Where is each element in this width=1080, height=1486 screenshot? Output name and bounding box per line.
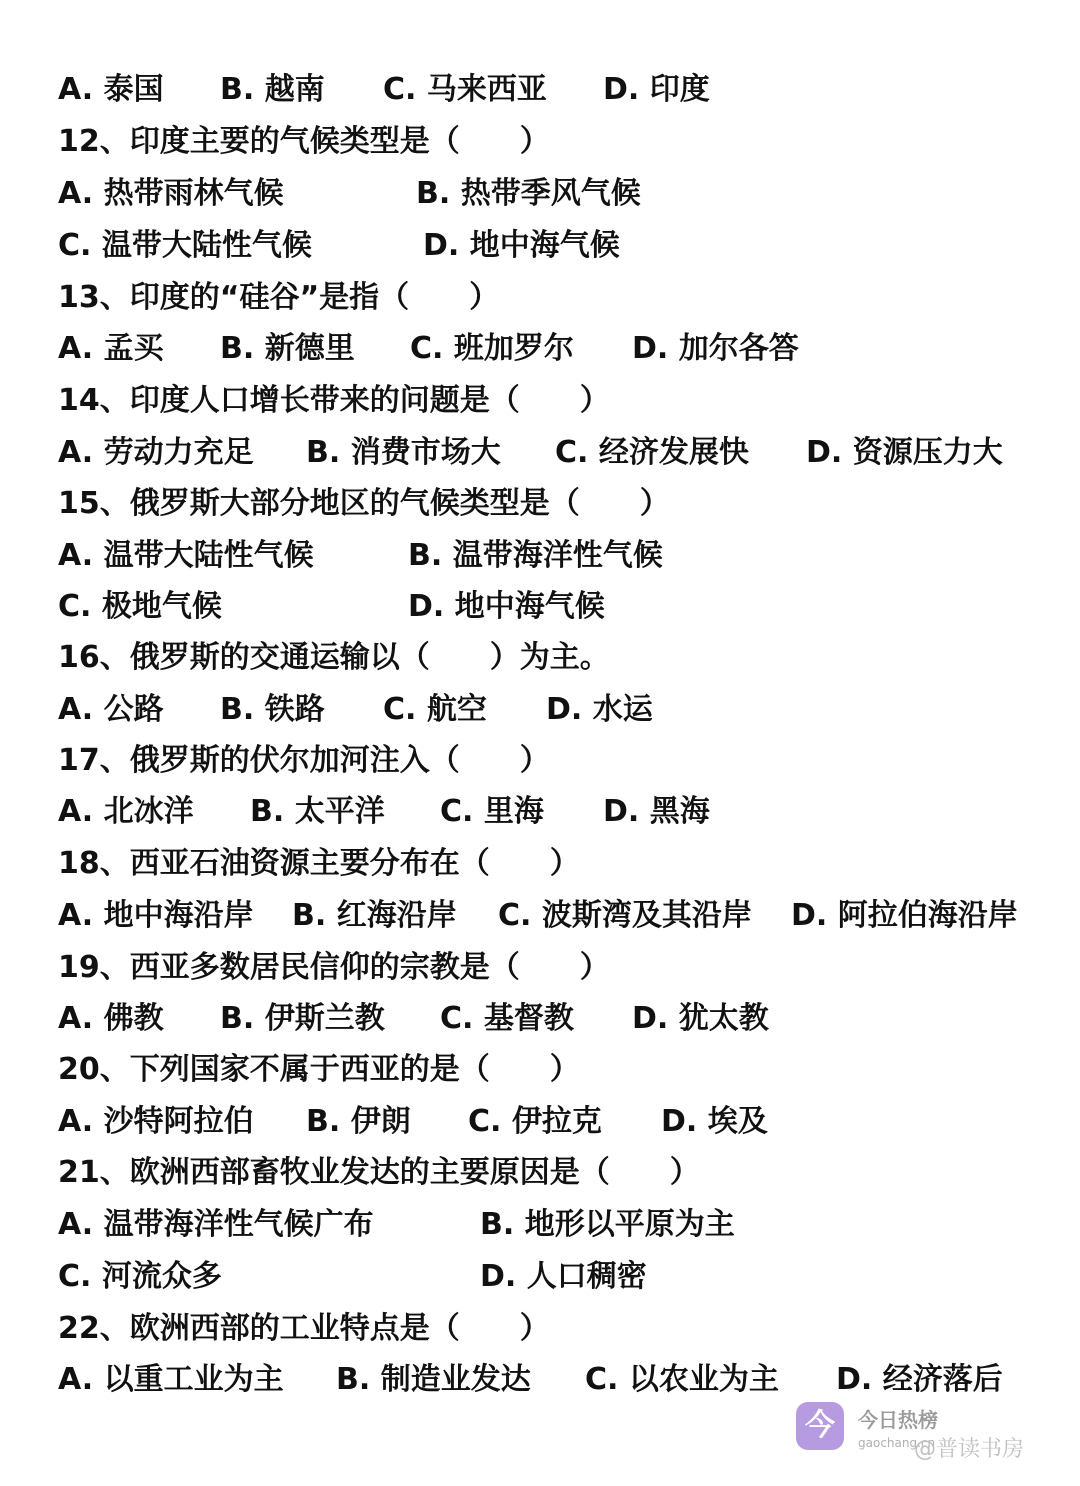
option-d: D. 水运 xyxy=(546,692,653,727)
question-text: 18、西亚石油资源主要分布在（ ） xyxy=(58,846,580,881)
option-c: C. 河流众多 xyxy=(58,1259,222,1294)
question-text: 17、俄罗斯的伏尔加河注入（ ） xyxy=(58,743,550,778)
option-d: D. 资源压力大 xyxy=(806,435,1003,470)
option-b: B. 消费市场大 xyxy=(306,435,501,470)
option-b: B. 红海沿岸 xyxy=(292,898,457,933)
option-a: A. 孟买 xyxy=(58,331,164,366)
option-d: D. 经济落后 xyxy=(836,1362,1003,1397)
option-c: C. 伊拉克 xyxy=(468,1104,602,1139)
option-c: C. 基督教 xyxy=(440,1001,574,1036)
option-d: D. 人口稠密 xyxy=(480,1259,647,1294)
option-c: C. 极地气候 xyxy=(58,589,222,624)
option-b: B. 太平洋 xyxy=(250,794,385,829)
watermark-account: @普读书房 xyxy=(914,1437,1025,1462)
option-d: D. 黑海 xyxy=(603,794,710,829)
option-c: C. 温带大陆性气候 xyxy=(58,228,312,263)
question-text: 20、下列国家不属于西亚的是（ ） xyxy=(58,1052,580,1087)
watermark-url: gaochang.cn xyxy=(858,1436,936,1450)
option-c: C. 马来西亚 xyxy=(383,72,547,107)
question-text: 15、俄罗斯大部分地区的气候类型是（ ） xyxy=(58,486,670,521)
option-a: A. 地中海沿岸 xyxy=(58,898,254,933)
option-d: D. 阿拉伯海沿岸 xyxy=(791,898,1018,933)
option-a: A. 沙特阿拉伯 xyxy=(58,1104,254,1139)
option-a: A. 佛教 xyxy=(58,1001,164,1036)
option-a: A. 公路 xyxy=(58,692,164,727)
option-a: A. 以重工业为主 xyxy=(58,1362,284,1397)
option-b: B. 越南 xyxy=(220,72,325,107)
option-a: A. 北冰洋 xyxy=(58,794,194,829)
watermark xyxy=(796,1398,1076,1478)
option-d: D. 地中海气候 xyxy=(408,589,605,624)
option-b: B. 新德里 xyxy=(220,331,355,366)
option-b: B. 伊斯兰教 xyxy=(220,1001,385,1036)
option-a: A. 劳动力充足 xyxy=(58,435,254,470)
option-b: B. 地形以平原为主 xyxy=(480,1207,735,1242)
option-b: B. 热带季风气候 xyxy=(416,176,641,211)
option-b: B. 制造业发达 xyxy=(336,1362,531,1397)
option-c: C. 里海 xyxy=(440,794,544,829)
question-text: 16、俄罗斯的交通运输以（ ）为主。 xyxy=(58,640,610,675)
question-text: 19、西亚多数居民信仰的宗教是（ ） xyxy=(58,950,610,985)
option-c: C. 波斯湾及其沿岸 xyxy=(498,898,752,933)
option-d: D. 加尔各答 xyxy=(632,331,799,366)
question-text: 14、印度人口增长带来的问题是（ ） xyxy=(58,383,610,418)
question-text: 21、欧洲西部畜牧业发达的主要原因是（ ） xyxy=(58,1155,700,1190)
option-a: A. 温带大陆性气候 xyxy=(58,538,314,573)
question-text: 22、欧洲西部的工业特点是（ ） xyxy=(58,1311,550,1346)
watermark-logo: 今 xyxy=(796,1402,844,1450)
option-a: A. 泰国 xyxy=(58,72,164,107)
option-d: D. 犹太教 xyxy=(632,1001,769,1036)
option-d: D. 印度 xyxy=(603,72,710,107)
option-a: A. 温带海洋性气候广布 xyxy=(58,1207,374,1242)
question-text: 13、印度的“硅谷”是指（ ） xyxy=(58,280,500,315)
option-a: A. 热带雨林气候 xyxy=(58,176,284,211)
option-c: C. 经济发展快 xyxy=(555,435,749,470)
option-b: B. 温带海洋性气候 xyxy=(408,538,663,573)
option-d: D. 埃及 xyxy=(661,1104,768,1139)
option-d: D. 地中海气候 xyxy=(423,228,620,263)
option-b: B. 铁路 xyxy=(220,692,325,727)
question-text: 12、印度主要的气候类型是（ ） xyxy=(58,124,550,159)
option-b: B. 伊朗 xyxy=(306,1104,411,1139)
option-c: C. 以农业为主 xyxy=(585,1362,779,1397)
option-c: C. 班加罗尔 xyxy=(410,331,574,366)
watermark-title: 今日热榜 xyxy=(858,1408,938,1432)
option-c: C. 航空 xyxy=(383,692,487,727)
